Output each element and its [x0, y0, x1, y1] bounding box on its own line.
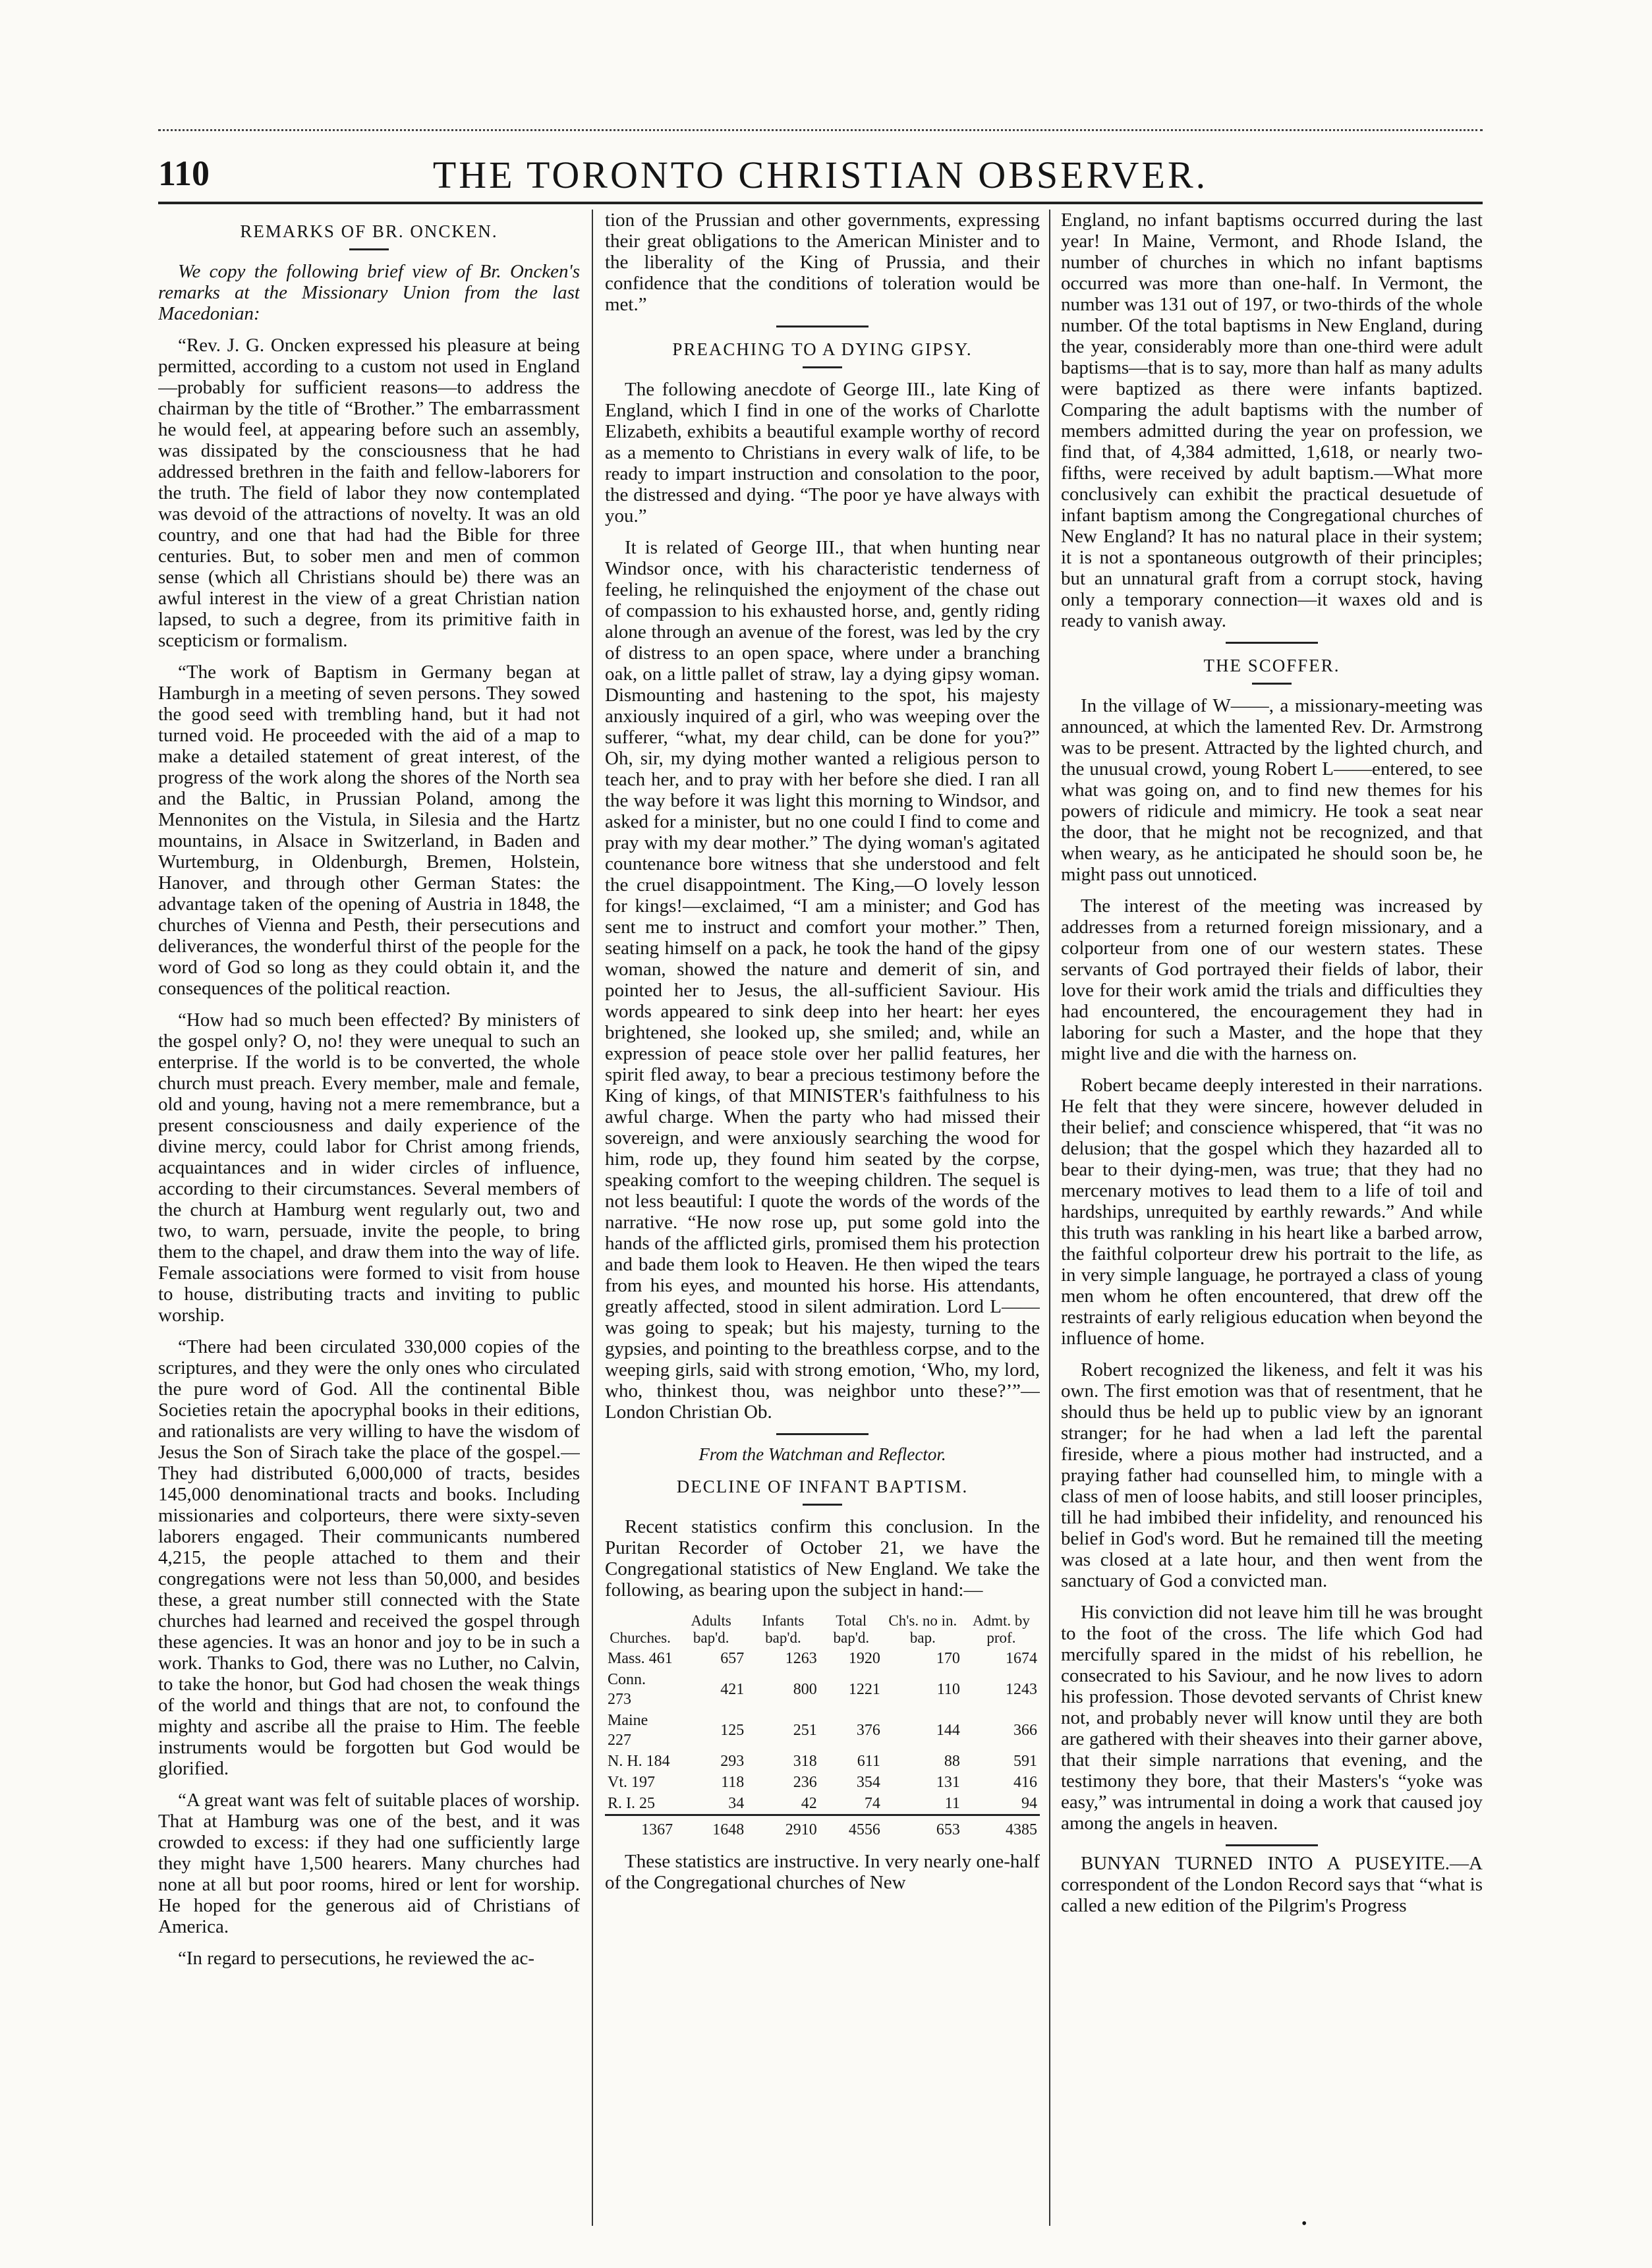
table-cell: 611 [857, 1753, 880, 1770]
top-edge-noise [158, 129, 1483, 139]
paragraph: These statistics are instructive. In very nearly one-half of the Congregational churches of New [605, 1851, 1040, 1893]
paragraph: “Rev. J. G. Oncken expressed his pleasure at being permitted, according to a custom not used in England—probably for sufficient reasons—to address the chairman by the title of “Brother.” The embarrassment he would feel, at appearing before such an assembly, was dissipated by the consciousness that he had addressed brethren in the faith and fellow-laborers for the truth. The field of labor they now contemplated was devoid of the attractions of novelty. It was an old country, and one that had had the Bible for three centuries. But, to sober men and men of common sense (which all Christians should be) there was an awful interest in the view of a great Christian nation lapsed, to such a degree, from its primitive faith in scepticism or formalism. [158, 335, 580, 651]
source-credit: From the Watchman and Reflector. [698, 1444, 946, 1464]
column-header: Admt. by prof. [972, 1612, 1030, 1646]
paragraph: “A great want was felt of suitable places of worship. That at Hamburg was one of the best, and it was crowded to excess: if they had one sufficiently large they might have 1,500 hearers. Many churches had none at all but poor rooms, hired or lent for worship. He hoped for the generous aid of Christians of America. [158, 1790, 580, 1937]
paragraph: Recent statistics confirm this conclusion. In the Puritan Recorder of October 21, we have the Congregational statistics of New England. We take the following, as bearing upon the subject in hand:— [605, 1516, 1040, 1601]
table-row [605, 1793, 1040, 1815]
column-header: Infants bap'd. [762, 1612, 805, 1646]
column-2 [605, 210, 1040, 2239]
column-1 [158, 210, 580, 2239]
table-cell: 88 [944, 1753, 960, 1770]
column-header: Total bap'd. [833, 1612, 870, 1646]
column-header: Adults bap'd. [691, 1612, 731, 1646]
column-3 [1061, 210, 1483, 2239]
column-header: Ch's. no in. bap. [888, 1612, 957, 1646]
statistics-table [605, 1611, 1040, 1840]
table-cell: 236 [793, 1774, 817, 1791]
table-cell: 170 [936, 1650, 960, 1667]
table-cell: 1367 [605, 1815, 675, 1841]
table-cell: 354 [856, 1774, 880, 1791]
table-cell: 4385 [963, 1815, 1040, 1841]
table-cell: 118 [721, 1774, 745, 1791]
article-separator [776, 326, 869, 327]
table-row [605, 1669, 1040, 1710]
paragraph-continued: England, no infant baptisms occurred during the last year! In Maine, Vermont, and Rhode Island, the number of churches in which no infant baptisms occurred was more than one-half. In Vermont, the number was 131 out of 197, or two-thirds of the whole number. Of the total baptisms in New England, during the year, considerably more than one-third were adult baptisms—that is to say, more than half as many adults were baptized as there were infants baptized. Comparing the adult baptisms with the number of members admitted during the year on profession, we find that, of 4,384 admitted, 1,618, or nearly two-fifths, were received by adult baptism.—What more conclusively can exhibit the practical desuetude of infant baptism among the Congregational churches of New England? It has no natural place in their system; it is not a spontaneous outgrowth of their principles; but an unnatural graft from a corrupt stock, having only a temporary connection—it waxes old and is ready to vanish away. [1061, 210, 1483, 631]
article-heading: THE SCOFFER. [1203, 656, 1340, 675]
paragraph: The interest of the meeting was increased by addresses from a returned foreign missionary, and a colporteur from one of our western states. These servants of God portrayed their fields of labor, their love for their work amid the trials and difficulties they had encountered, the encouragement they had in laboring for such a Master, and the hope that they might live and die with the harness on. [1061, 895, 1483, 1064]
table-cell: R. I. 25 [608, 1795, 655, 1812]
table-row [605, 1772, 1040, 1793]
table-cell: 1221 [848, 1681, 880, 1698]
table-cell: 1648 [675, 1815, 747, 1841]
table-cell: 591 [1013, 1753, 1037, 1770]
paragraph: The following anecdote of George III., late King of England, which I find in one of the works of Charlotte Elizabeth, exhibits a beautiful example worthy of record as a memento to Christians in every walk of life, to be ready to impart instruction and consolation to the poor, the distressed and dying. “The poor ye have always with you.” [605, 379, 1040, 526]
masthead [158, 153, 1483, 206]
table-cell: 366 [1013, 1722, 1037, 1739]
paragraph: “How had so much been effected? By ministers of the gospel only? O, no! they were unequal to such an enterprise. If the world is to be converted, the whole church must preach. Every member, male and female, old and young, having not a mere remembrance, but a present consciousness and daily experience of the divine mercy, could labor for Christ among friends, acquaintances and in wider circles of influence, according to their circumstances. Several members of the church at Hamburg went regularly out, two and two, to warn, persuade, invite the people, to bring them to the chapel, and draw them into the way of life. Female associations were formed to visit from house to house, distributing tracts and inviting to public worship. [158, 1009, 580, 1326]
column-divider [1049, 210, 1050, 2226]
table-cell: 293 [720, 1753, 745, 1770]
table-cell: Conn. 273 [608, 1671, 646, 1708]
table-cell: 251 [793, 1722, 817, 1739]
paragraph: It is related of George III., that when hunting near Windsor once, with his characteristic tenderness of feeling, he relinquished the enjoyment of the chase out of compassion to his exhausted horse, and, gently riding alone through an avenue of the forest, was led by the cry of distress to an open space, where under a branching oak, on a little pallet of straw, lay a dying gipsy woman. Dismounting and hastening to the spot, his majesty anxiously inquired of a girl, who was weeping over the sufferer, “what, my dear child, can be done for you?” Oh, sir, my dying mother wanted a religious person to teach her, and to pray with her before she died. I ran all the way before it was light this morning to Windsor, and asked for a minister, but no one could I find to come and pray with my dear mother.” The dying woman's agitated countenance bore witness that she understood and felt the cruel disappointment. The King,—O lovely lesson for kings!—exclaimed, “I am a minister; and God has sent me to instruct and comfort your mother.” Then, seating himself on a pack, he took the hand of the gipsy woman, showed the nature and demerit of sin, and pointed her to Jesus, the all-sufficient Saviour. His words appeared to sink deep into her heart: her eyes brightened, she looked up, she smiled; and, while an expression of peace stole over her pallid features, her spirit fled away, to bear a precious testimony before the King of kings, of that MINISTER's faithfulness to his awful charge. When the party who had missed their sovereign, and were anxiously searching the wood for him, rode up, they found him seated by the corpse, speaking comfort to the weeping children. The sequel is not less beautiful: I quote the words of the words of the narrative. “He now rose up, put some gold into the hands of the afflicted girls, promised them his protection and bade them look to Heaven. He then wiped the tears from his eyes, and mounted his horse. His attendants, greatly affected, stood in silent admiration. Lord L——was going to speak; but his majesty, turning to the gypsies, and pointing to the breathless corpse, and to the weeping girls, said with strong emotion, ‘Who, my lord, who, thinkest thou, was neighbor unto these?’”—London Christian Ob. [605, 537, 1040, 1423]
paragraph: BUNYAN TURNED INTO A PUSEYITE.—A correspondent of the London Record says that “what is called a new edition of the Pilgrim's Progress [1061, 1853, 1483, 1916]
table-cell: 653 [883, 1815, 963, 1841]
table-cell: 94 [1021, 1795, 1037, 1812]
paragraph-continued: tion of the Prussian and other governments, expressing their great obligations to the American Minister and to the liberality of the King of Prussia, and their confidence that the conditions of toleration would be met.” [605, 210, 1040, 315]
heading-rule [803, 1504, 842, 1506]
table-cell: 144 [936, 1722, 960, 1739]
table-totals-row [605, 1815, 1040, 1841]
table-cell: 74 [864, 1795, 880, 1812]
table-cell: 376 [856, 1722, 880, 1739]
table-cell: 318 [793, 1753, 817, 1770]
table-cell: 4556 [820, 1815, 883, 1841]
paragraph: His conviction did not leave him till he was brought to the foot of the cross. The life which God had mercifully spared in the midst of his rebellion, he consecrated to his Saviour, and he now lives to adorn his profession. Those devoted servants of Christ knew not, and probably never will know until they are both are gathered with their sheaves into their garner above, that their simple narrations that evening, and the testimony they bore, that their Masters's “yoke was easy,” was intrumental in doing a work that caused joy among the angels in heaven. [1061, 1602, 1483, 1834]
paragraph: Robert recognized the likeness, and felt it was his own. The first emotion was that of resentment, that he should thus be held up to public view by an ignorant stranger; for he had when a lad left the parental fireside, where a pious mother had instructed, and a praying father had counselled him, to mingle with a class of men of loose habits, and still looser principles, till he had imbibed their infidelity, and renounced his belief in God's word. But he remained till the meeting was closed at a late hour, and then went from the sanctuary of God a convicted man. [1061, 1359, 1483, 1591]
table-cell: 416 [1013, 1774, 1037, 1791]
article-separator [776, 1433, 869, 1435]
paragraph: “There had been circulated 330,000 copies of the scriptures, and they were the only ones who circulated the pure word of God. All the continental Bible Societies retain the apocryphal books in their editions, and rationalists are very willing to have the wisdom of Jesus the Son of Sirach take the place of the gospel.—They had distributed 6,000,000 of tracts, besides 145,000 denominational tracts and books. Including missionaries and colporteurs, there were sixty-seven laborers engaged. Their communicants numbered 4,215, the people attached to them and their congregations were not less than 50,000, and besides these, a great number still connected with the State churches had learned and received the gospel through these agencies. It was an honor and joy to be in such a work. Thanks to God, there was no Luther, no Calvin, to take the honor, but God had chosen the weak things of the world and things that are not, to confound the mighty and ascribe all the praise to Him. The feeble instruments would be forgotten but God would be glorified. [158, 1336, 580, 1779]
heading-rule [1252, 683, 1292, 685]
table-row [605, 1710, 1040, 1751]
paragraph: “In regard to persecutions, he reviewed the ac- [178, 1948, 535, 1969]
column-divider [592, 210, 593, 2226]
masthead-rule [158, 202, 1483, 204]
table-cell: 1263 [785, 1650, 817, 1667]
table-cell: 34 [728, 1795, 745, 1812]
table-row [605, 1751, 1040, 1772]
article-separator [1226, 1844, 1318, 1846]
table-cell: Mass. 461 [608, 1650, 673, 1667]
table-cell: Maine 227 [608, 1712, 648, 1749]
paragraph: Robert became deeply interested in their narrations. He felt that they were sincere, however deluded in their belief; and conscience whispered, that “it was no delusion; that the gospel which they hazarded all to bear to their dying-men, was true; that they had no mercenary motives to lead them to a life of toil and hardships, unrequited by earthly rewards.” And while this truth was rankling in his heart like a barbed arrow, the faithful colporteur drew his portrait to the life, as in very simple language, he portrayed a class of young men whom he often encountered, that drew off the restraints of early religious education when beyond the influence of home. [1061, 1075, 1483, 1349]
table-cell: 42 [801, 1795, 817, 1812]
article-heading: PREACHING TO A DYING GIPSY. [672, 339, 973, 359]
table-cell: 11 [944, 1795, 960, 1812]
table-cell: 1243 [1006, 1681, 1037, 1698]
stray-mark: • [1301, 2215, 1307, 2232]
table-cell: 657 [720, 1650, 745, 1667]
page-number: 110 [158, 154, 210, 193]
article-heading: REMARKS OF BR. ONCKEN. [240, 221, 498, 241]
table-cell: 2910 [747, 1815, 820, 1841]
table-cell: 125 [720, 1722, 745, 1739]
paragraph: “The work of Baptism in Germany began at Hamburgh in a meeting of seven persons. They sowed the good seed with trembling hand, but it had not turned void. He proceeded with the aid of a map to make a detailed statement of great interest, of the progress of the work along the shores of the North sea and the Baltic, in Prussian Poland, among the Mennonites on the Vistula, in Silesia and the Hartz mountains, in Alsace in Switzerland, in Baden and Wurtemburg, in Oldenburgh, Bremen, Holstein, Hanover, and through other German States: the advantage taken of the opening of Austria in 1848, the churches of Vienna and Pesth, their persecutions and deliverances, the wonderful thirst of the people for the word of God so long as they could obtain it, and the consequences of the political reaction. [158, 662, 580, 999]
table-row [605, 1648, 1040, 1669]
table-cell: 1920 [848, 1650, 880, 1667]
article-heading: DECLINE OF INFANT BAPTISM. [676, 1477, 969, 1496]
heading-rule [349, 248, 389, 250]
table-cell: 131 [936, 1774, 960, 1791]
heading-rule [803, 366, 842, 368]
table-cell: 421 [720, 1681, 745, 1698]
article-separator [1226, 642, 1318, 644]
table-cell: 800 [793, 1681, 817, 1698]
table-cell: 1674 [1006, 1650, 1037, 1667]
table-cell: Vt. 197 [608, 1774, 655, 1791]
paragraph: In the village of W——, a missionary-meeting was announced, at which the lamented Rev. Dr. Armstrong was to be present. Attracted by the lighted church, and the unusual crowd, young Robert L——entered, to see what was going on, and to find new themes for his powers of ridicule and mimicry. He took a seat near the door, that he might not be recognized, and that when weary, as he anticipated he should soon be, he might pass out unnoticed. [1061, 695, 1483, 885]
table-cell: 110 [936, 1681, 960, 1698]
table-header-row [605, 1611, 1040, 1648]
article-intro: We copy the following brief view of Br. Oncken's remarks at the Missionary Union from the last Macedonian: [158, 261, 580, 324]
column-header: Churches. [610, 1630, 671, 1646]
table-cell: N. H. 184 [608, 1753, 670, 1770]
newspaper-title: THE TORONTO CHRISTIAN OBSERVER. [432, 154, 1209, 196]
